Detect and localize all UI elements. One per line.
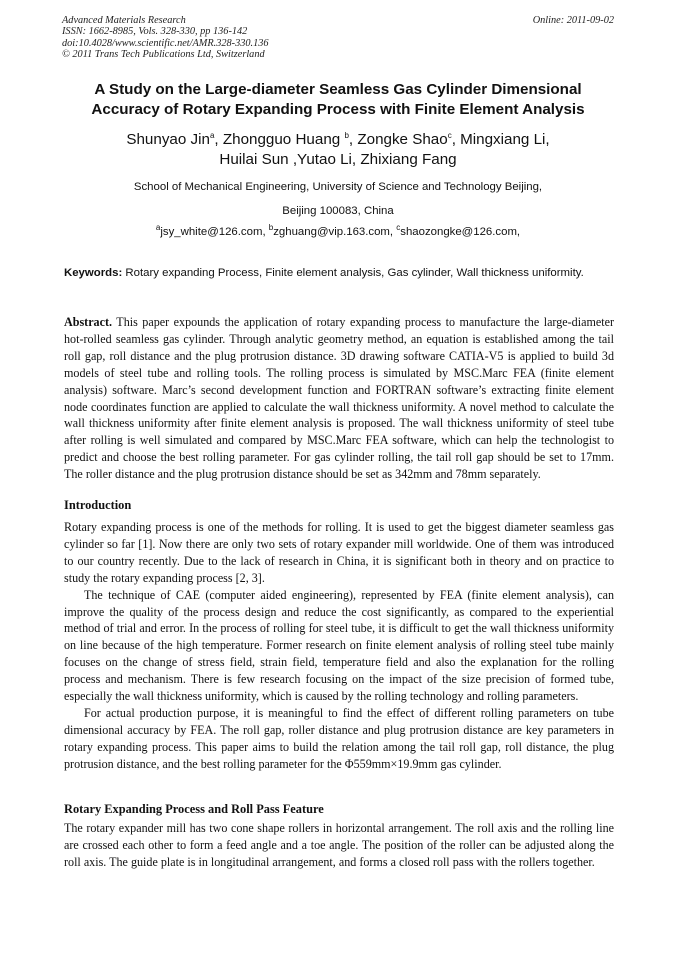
- author-name: , Zongke Shao: [348, 131, 448, 148]
- journal-header: [62, 15, 614, 61]
- email-marker: a: [155, 223, 161, 233]
- doi-line: doi:10.4028/www.scientific.net/AMR.328-330.136: [62, 37, 269, 49]
- email-link[interactable]: shaozongke@126.com,: [400, 226, 521, 238]
- abstract-label: Abstract.: [64, 315, 113, 329]
- paragraph: For actual production purpose, it is meaningful to find the effect of different rolling parameters on tube dimensional accuracy by FEA. The roll gap, roller distance and plug protrusion distance are key parameters in rotary expanding process. This paper aims to build the relation among the tail roll gap, roll distance, the plug protrusion distance, and the best rolling parameter for the Φ559mm×19.9mm gas cylinder.: [64, 705, 614, 771]
- author-marker: c: [447, 130, 452, 140]
- abstract: [64, 314, 614, 483]
- author-name: , Zhongguo Huang: [214, 131, 345, 148]
- keywords: [64, 266, 614, 281]
- author-line-2: Huilai Sun ,Yutao Li, Zhixiang Fang: [219, 151, 457, 168]
- paper-title: [62, 80, 614, 120]
- issn-line: ISSN: 1662-8985, Vols. 328-330, pp 136-142: [62, 26, 248, 38]
- title-line-2: Accuracy of Rotary Expanding Process with Finite Element Analysis: [91, 101, 585, 118]
- author-name: Shunyao Jin: [126, 131, 210, 148]
- email-line: [62, 225, 614, 239]
- section2-body: [64, 820, 614, 871]
- abstract-text: This paper expounds the application of rotary expanding process to manufacture the large-diameter hot-rolled seamless gas cylinder. Through analytic geometry method, an equation is established among the tail roll gap, roll distance and the plug protrusion distance. 3D drawing software CATIA-V5 is applied to build 3d models of steel tube and rolling tools. The rolling process is simulated by MSC.Marc FEA (finite element analysis) software. Marc’s second development function and FORTRAN software’s extracting finite element node coordinates function are applied to calculate the wall thickness uniformity. A novel method to calculate the wall thickness uniformity after finite element analysis is proposed. The wall thickness uniformity of steel tube after rolling is well simulated and compared by MSC.Marc FEA software, which can help the technologist to predict and choose the best rolling parameter. For gas cylinder rolling, the tail roll gap should be set to 17mm. The roller distance and the plug protrusion distance should be set as 342mm and 78mm separately.: [64, 315, 614, 482]
- author-marker: b: [344, 130, 349, 140]
- paragraph: The rotary expander mill has two cone shape rollers in horizontal arrangement. The roll axis and the rolling line are crossed each other to form a feed angle and a toe angle. The position of the roller can be adjusted along the roll axis. The guide plate is in longitudinal arrangement, and forms a closed roll pass with the rollers together.: [64, 821, 614, 869]
- keywords-text: Rotary expanding Process, Finite element analysis, Gas cylinder, Wall thickness uniformity.: [122, 267, 584, 279]
- email-link[interactable]: jsy_white@126.com,: [160, 226, 269, 238]
- email-link[interactable]: zghuang@vip.163.com,: [273, 226, 397, 238]
- author-list: [62, 130, 614, 170]
- email-marker: c: [396, 223, 401, 233]
- online-date: Online: 2011-09-02: [532, 15, 614, 26]
- journal-name: Advanced Materials Research: [62, 15, 186, 26]
- introduction-body: [64, 519, 614, 773]
- author-name: , Mingxiang Li,: [451, 131, 550, 148]
- section-heading-introduction: Introduction: [64, 498, 132, 512]
- affiliation-line-2: Beijing 100083, China: [282, 205, 394, 217]
- keywords-label: Keywords:: [64, 267, 123, 279]
- title-line-1: A Study on the Large-diameter Seamless Gas Cylinder Dimensional: [94, 81, 582, 98]
- copyright-line: © 2011 Trans Tech Publications Ltd, Switzerland: [62, 49, 265, 61]
- section-heading-rotary-expanding: Rotary Expanding Process and Roll Pass Feature: [64, 802, 324, 816]
- paragraph: The technique of CAE (computer aided engineering), represented by FEA (finite element analysis), can improve the quality of the process design and reduce the cost significantly, as compared to the experiential method of trial and error. In the process of rolling for steel tube, it is difficult to get the wall thickness uniformity on line because of the high temperature. Former research on finite element analysis of rolling steel tube mainly focuses on the change of stress field, strain field, temperature field and also the explanation for the rolling process and mechanism. There is few research focusing on the impact of the size precision of formed tube, especially the wall thickness uniformity, which is caused by the rolling technology and rolling parameters.: [64, 587, 614, 704]
- author-marker: a: [209, 130, 215, 140]
- author-line-1: [62, 130, 614, 150]
- email-marker: b: [268, 223, 274, 233]
- paragraph: Rotary expanding process is one of the methods for rolling. It is used to get the biggest diameter seamless gas cylinder so far [1]. Now there are only two sets of rotary expander mill worldwide. One of them was introduced to our country recently. Due to the lack of research in China, it is significant both in theory and on practice to study the rotary expanding process [2, 3].: [64, 520, 614, 585]
- affiliation-line-1: School of Mechanical Engineering, University of Science and Technology Beijing,: [133, 181, 543, 193]
